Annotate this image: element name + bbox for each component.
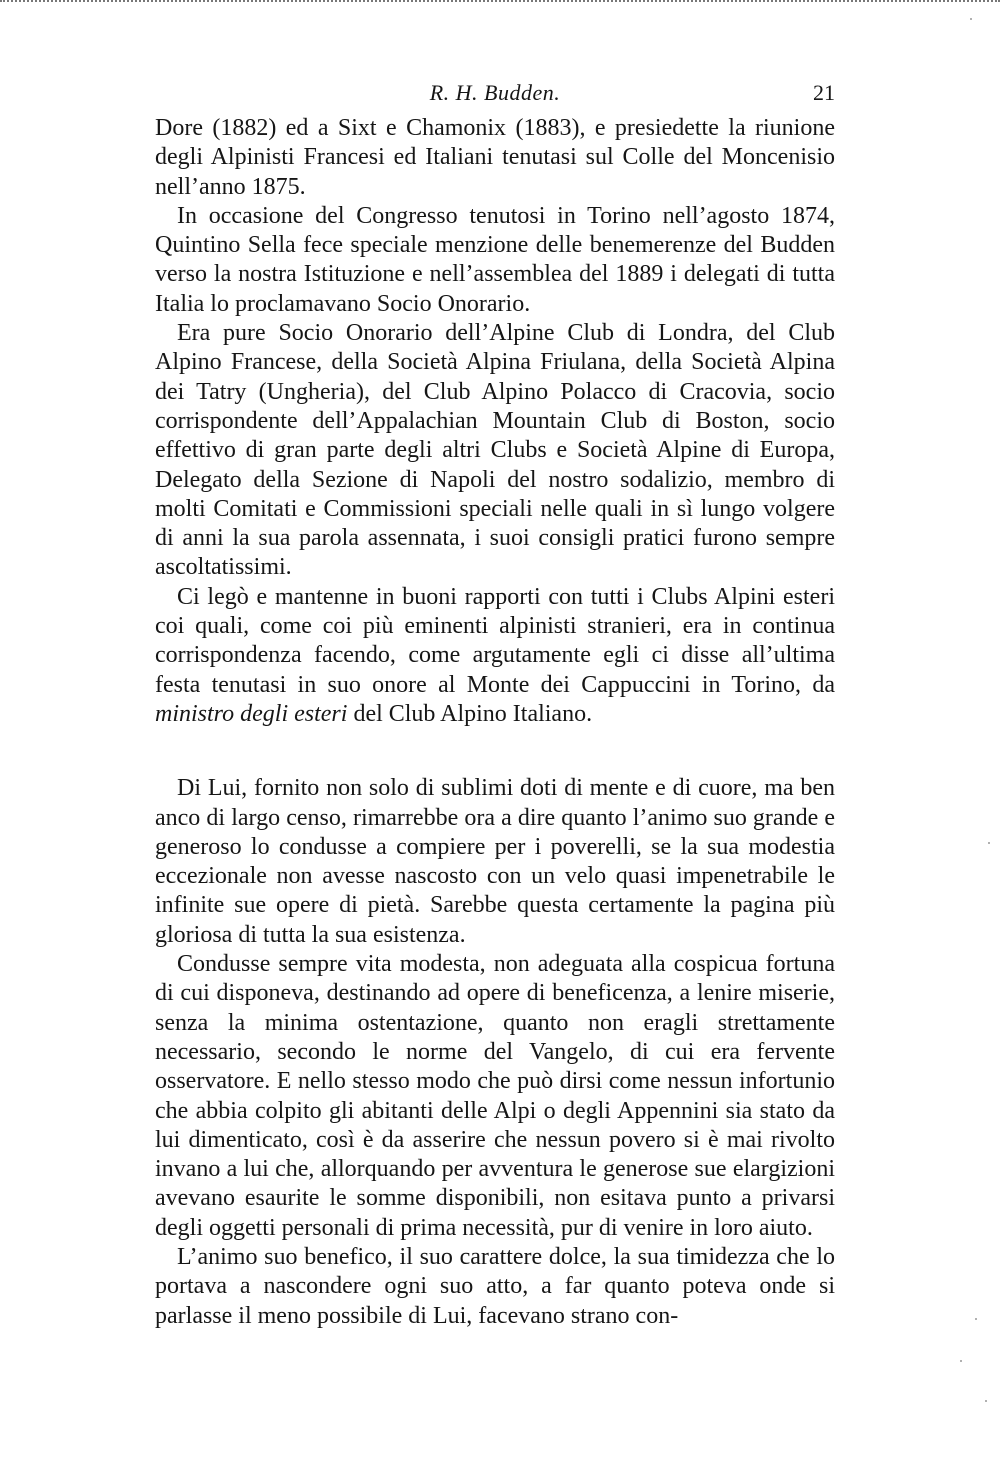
scan-speck <box>985 1400 987 1402</box>
running-head: R. H. Budden. <box>429 80 561 105</box>
paragraph-character: L’animo suo benefico, il suo carattere dolce, la sua timidezza che lo portava a nascondere ogni suo atto, a far quanto poteva onde si parlasse il meno possibile di Lui, facevano strano con- <box>155 1243 835 1329</box>
page-header <box>155 80 835 110</box>
section-break <box>155 729 835 774</box>
paragraph-honorary-memberships: Era pure Socio Onorario dell’Alpine Club di Londra, del Club Alpino Francese, della Società Alpina Friulana, della Società Alpina dei Tatry (Ungheria), del Club Alpino Polacco di Cracovia, socio corrispondente dell’Appalachian Mountain Club di Boston, socio effettivo di gran parte degli altri Clubs e Società Alpine di Europa, Delegato della Sezione di Napoli del nostro sodalizio, membro di molti Comitati e Commissioni speciali nelle quali in sì lungo volgere di anni la sua parola assennata, i suoi consigli pratici furono sempre ascoltatissimi. <box>155 320 835 581</box>
paragraph-foreign-relations-start: Ci legò e mantenne in buoni rapporti con tutti i Clubs Alpini esteri coi quali, come coi più eminenti alpinisti stranieri, era in continua corrispondenza facendo, come argutamente egli ci disse all’ultima festa tenutasi in suo onore al Monte dei Cappuccini in Torino, da <box>155 583 835 698</box>
italic-phrase: ministro degli esteri <box>155 700 348 727</box>
scan-speck <box>970 18 972 20</box>
scan-speck <box>975 1318 977 1320</box>
paragraph-congress: In occasione del Congresso tenutosi in Torino nell’agosto 1874, Quintino Sella fece speciale menzione delle benemerenze del Budden verso la nostra Istituzione e nell’assemblea del 1889 i delegati di tutta Italia lo proclamavano Socio Onorario. <box>155 202 835 317</box>
page-number: 21 <box>813 80 835 105</box>
body-text <box>155 114 835 1331</box>
paragraph-modest-life: Condusse sempre vita modesta, non adeguata alla cospicua fortuna di cui disponeva, destinando ad opere di beneficenza, a lenire miserie, senza la minima ostentazione, quanto non eragli strettamente necessario, secondo le norme del Vangelo, di cui era fervente osservatore. E nello stesso modo che può dirsi come nessun infortunio che abbia colpito gli abitanti delle Alpi o degli Appennini sia stato da lui dimenticato, così è da asserire che nessun povero si è mai rivolto invano a lui che, allorquando per avventura le generose sue elargizioni avevano esaurite le somme disponibili, non esitava punto a privarsi degli oggetti personali di prima necessità, pur di venire in loro aiuto. <box>155 951 835 1241</box>
scan-speck <box>988 842 990 844</box>
paragraph-foreign-relations <box>155 583 835 729</box>
scan-speck <box>960 1360 962 1362</box>
paragraph-charity: Di Lui, fornito non solo di sublimi doti di mente e di cuore, ma ben anco di largo censo, rimarrebbe ora a dire quanto l’animo suo grande e generoso lo condusse a compiere per i poverelli, se la sua modestia eccezionale non avesse nascosto con un velo quasi impenetrabile le infinite sue opere di pietà. Sarebbe questa certamente la pagina più gloriosa di tutta la sua esistenza. <box>155 775 835 948</box>
paragraph-continuation: Dore (1882) ed a Sixt e Chamonix (1883), e presiedette la riunione degli Alpinisti Francesi ed Italiani tenutasi sul Colle del Moncenisio nell’anno 1875. <box>155 115 835 200</box>
paragraph-foreign-relations-end: del Club Alpino Italiano. <box>353 700 593 727</box>
